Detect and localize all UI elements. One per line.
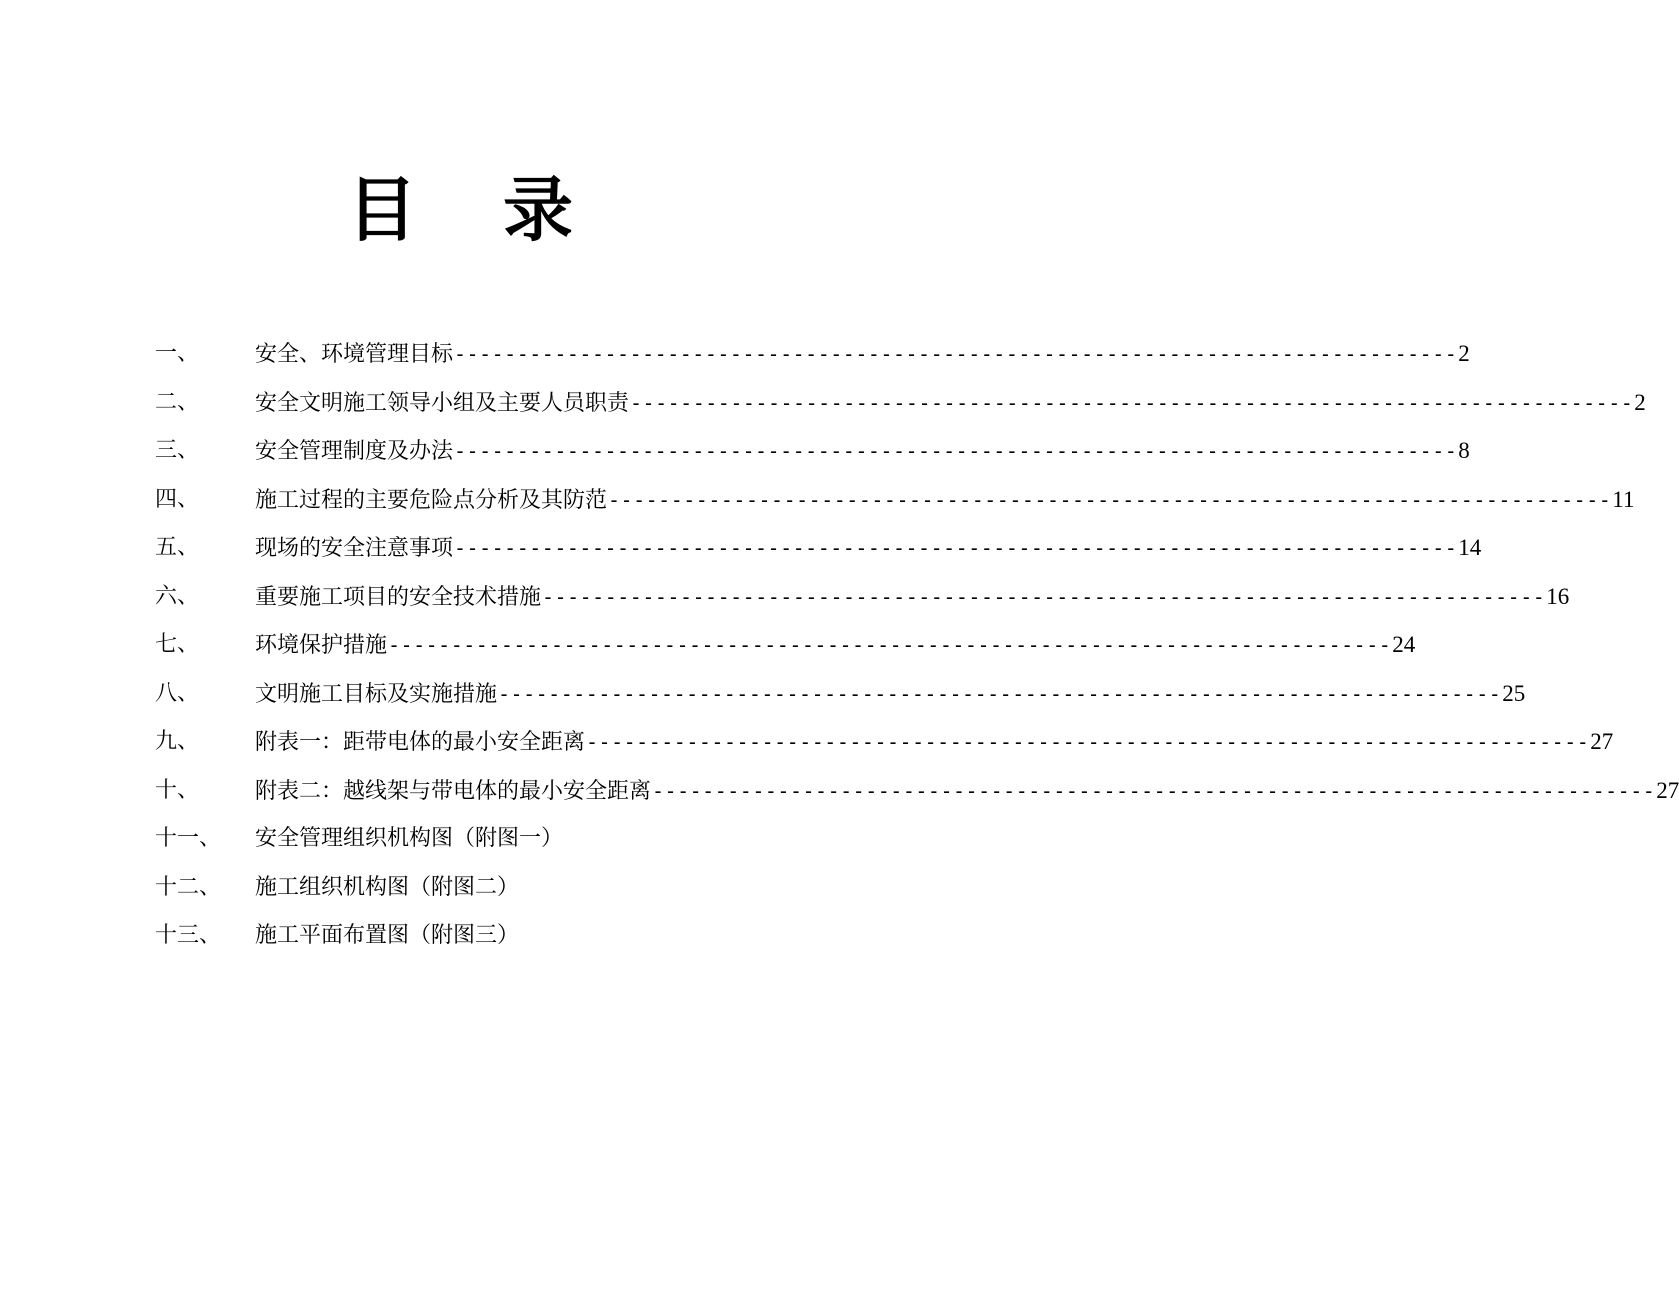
toc-entry-title: 文明施工目标及实施措施	[255, 681, 498, 707]
toc-leader: --------------------------------------------------------------------------------	[388, 633, 1392, 657]
toc-entry-5[interactable]	[155, 524, 1482, 573]
toc-entry-9[interactable]	[155, 718, 1614, 767]
title-char-2: 录	[503, 168, 573, 251]
toc-entry-page: 8	[1458, 438, 1470, 463]
toc-entry-page: 11	[1612, 486, 1635, 512]
toc-leader: --------------------------------------------------------------------------------	[498, 681, 1502, 706]
toc-entry-page: 25	[1502, 680, 1526, 706]
toc-entry-number: 十一、	[155, 826, 222, 851]
toc-entry-title: 附表二：越线架与带电体的最小安全距离	[255, 778, 652, 804]
toc-entry-11[interactable]	[155, 815, 775, 864]
toc-entry-number: 九、	[155, 729, 200, 754]
toc-entry-number: 十、	[155, 777, 200, 803]
toc-entry-2[interactable]	[155, 379, 1646, 428]
table-of-contents	[155, 330, 1679, 961]
toc-entry-number: 四、	[155, 486, 200, 512]
toc-entry-13[interactable]	[155, 912, 775, 961]
toc-leader: --------------------------------------------------------------------------------	[630, 390, 1634, 415]
toc-entry-page: 27	[1590, 729, 1614, 754]
toc-entry-number: 五、	[155, 535, 200, 560]
toc-leader: --------------------------------------------------------------------------------	[586, 730, 1590, 754]
toc-leader: --------------------------------------------------------------------------------	[652, 778, 1656, 803]
toc-entry-number: 十三、	[155, 923, 222, 948]
toc-entry-12[interactable]	[155, 864, 775, 913]
toc-entry-title: 施工组织机构图（附图二）	[255, 874, 520, 900]
toc-entry-3[interactable]	[155, 427, 1470, 476]
toc-entry-page: 2	[1634, 389, 1646, 415]
toc-entry-10[interactable]	[155, 767, 1679, 816]
toc-entry-page: 27	[1656, 777, 1679, 803]
toc-entry-title: 现场的安全注意事项	[255, 536, 454, 561]
title-char-1: 目	[347, 168, 417, 251]
toc-entry-6[interactable]	[155, 573, 1570, 622]
toc-entry-page: 16	[1546, 583, 1570, 609]
toc-leader: --------------------------------------------------------------------------------	[454, 439, 1458, 463]
toc-entry-8[interactable]	[155, 670, 1526, 719]
toc-entry-number: 七、	[155, 632, 200, 657]
toc-entry-number: 二、	[155, 389, 200, 415]
toc-entry-7[interactable]	[155, 621, 1416, 670]
toc-leader: --------------------------------------------------------------------------------	[454, 342, 1458, 366]
toc-entry-number: 一、	[155, 341, 200, 366]
toc-entry-title: 安全文明施工领导小组及主要人员职责	[255, 390, 630, 416]
toc-entry-page: 14	[1458, 535, 1482, 560]
toc-entry-title: 环境保护措施	[255, 633, 388, 658]
toc-entry-title: 安全管理制度及办法	[255, 439, 454, 464]
toc-entry-number: 六、	[155, 583, 200, 609]
toc-entry-title: 附表一：距带电体的最小安全距离	[255, 730, 586, 755]
toc-entry-4[interactable]	[155, 476, 1635, 525]
toc-entry-number: 八、	[155, 680, 200, 706]
toc-leader: --------------------------------------------------------------------------------	[454, 536, 1458, 560]
toc-entry-1[interactable]	[155, 330, 1470, 379]
toc-entry-title: 重要施工项目的安全技术措施	[255, 584, 542, 610]
toc-leader: --------------------------------------------------------------------------------	[608, 487, 1612, 512]
toc-leader: --------------------------------------------------------------------------------	[542, 584, 1546, 609]
toc-entry-number: 三、	[155, 438, 200, 463]
page-title	[0, 168, 920, 252]
toc-entry-number: 十二、	[155, 874, 222, 900]
toc-entry-page: 24	[1392, 632, 1416, 657]
toc-entry-title: 施工平面布置图（附图三）	[255, 923, 520, 948]
toc-entry-page: 2	[1458, 341, 1470, 366]
toc-entry-title: 安全、环境管理目标	[255, 342, 454, 367]
toc-entry-title: 安全管理组织机构图（附图一）	[255, 826, 564, 851]
toc-entry-title: 施工过程的主要危险点分析及其防范	[255, 487, 608, 513]
